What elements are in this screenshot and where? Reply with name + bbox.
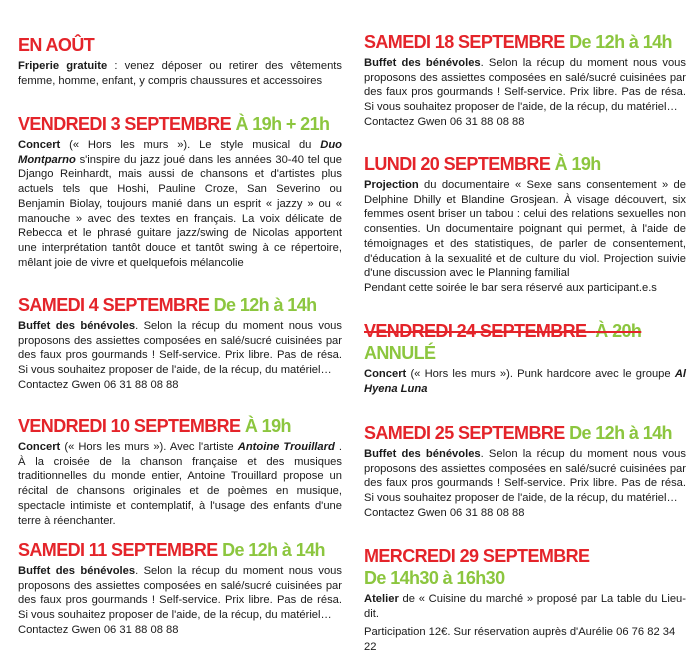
event-contact: Contactez Gwen 06 31 88 08 88 [18, 623, 179, 636]
event-en-aout [18, 34, 342, 88]
event-heading [364, 422, 686, 444]
event-type: Projection [364, 179, 419, 191]
event-type: Concert [18, 441, 61, 453]
event-artist: Al Hyena Luna [364, 368, 686, 395]
event-text: (« Hors les murs »). Le style musical du [60, 139, 321, 151]
event-type: Friperie gratuite [18, 60, 108, 72]
event-text: de « Cuisine du marché » proposé par La table du Lieu-dit. [364, 593, 686, 620]
event-description [364, 592, 686, 655]
event-time: À 19h + 21h [235, 114, 330, 134]
event-description [18, 59, 342, 88]
event-status-cancelled: ANNULÉ [364, 343, 436, 363]
event-time: De 14h30 à 16h30 [364, 568, 505, 588]
event-time: À 19h [554, 154, 601, 174]
event-heading [364, 545, 686, 589]
event-lundi-20-septembre [364, 153, 686, 296]
event-vendredi-10-septembre [18, 415, 342, 528]
event-description [18, 138, 342, 270]
event-date: MERCREDI 29 SEPTEMBRE [364, 546, 590, 566]
event-time: De 12h à 14h [213, 295, 317, 315]
event-date: SAMEDI 18 SEPTEMBRE [364, 32, 565, 52]
event-note: Pendant cette soirée le bar sera réservé aux participant.e.s [364, 281, 657, 294]
event-date: VENDREDI 24 SEPTEMBRE [364, 321, 587, 341]
cancelled-heading [364, 321, 641, 341]
event-type: Buffet des bénévoles [364, 57, 481, 69]
event-text: . Selon la récup du moment nous vous proposons des assiettes composées en salé/sucré cuisinées par des faux pros gourmands ! Self-service. Prix libre. Pas de résa. Si vous souhaitez proposer de l'aide, de la récup, du matériel… [364, 57, 687, 114]
event-contact: Contactez Gwen 06 31 88 08 88 [364, 506, 525, 519]
event-type: Buffet des bénévoles [18, 320, 136, 332]
event-date: VENDREDI 10 SEPTEMBRE [18, 416, 241, 436]
event-text: . Selon la récup du moment nous vous proposons des assiettes composées en salé/sucré cuisinées par des faux pros gourmands ! Self-service. Prix libre. Pas de résa. Si vous souhaitez proposer de l'aide, de la récup, du matériel… [18, 565, 342, 622]
event-description [364, 367, 686, 396]
event-text: . Selon la récup du moment nous vous proposons des assiettes composées en salé/sucré cuisinées par des faux pros gourmands ! Self-service. Prix libre. Pas de résa. Si vous souhaitez proposer de l'aide, de la récup, du matériel… [364, 448, 687, 505]
event-date: EN AOÛT [18, 35, 95, 55]
event-samedi-4-septembre [18, 294, 342, 393]
event-heading [364, 31, 686, 53]
event-date: SAMEDI 25 SEPTEMBRE [364, 423, 565, 443]
event-time: De 12h à 14h [222, 540, 325, 560]
event-description [364, 56, 686, 130]
event-text: (« Hors les murs »). Avec l'artiste [60, 441, 238, 453]
event-note: Participation 12€. Sur réservation auprès d'Aurélie 06 76 82 34 22 [364, 626, 676, 654]
event-vendredi-3-septembre [18, 113, 342, 270]
event-type: Atelier [364, 593, 399, 605]
event-time: À 19h [244, 416, 291, 436]
event-heading [18, 415, 342, 437]
event-heading [364, 320, 686, 364]
event-mercredi-29-septembre [364, 545, 686, 655]
event-description [18, 319, 342, 393]
event-samedi-18-septembre [364, 31, 686, 130]
event-type: Concert [364, 368, 407, 380]
event-time: De 12h à 14h [569, 423, 672, 443]
event-type: Buffet des bénévoles [364, 448, 481, 460]
event-heading [18, 34, 342, 56]
event-heading [18, 294, 342, 316]
event-description [18, 440, 342, 528]
event-text: s'inspire du jazz joué dans les années 30-40 tel que Django Reinhardt, mais aussi de chansons et d'artistes plus actuels tels que Hoshi, Pauline Croze, San Severino ou Benjamin Biolay, toujours manié dans un esprit « jazzy » ou « manouche » avec des textes en français. La voix délicate de Rebecca et le phrasé guitare jazz/swing de Nicolas apportent une interprétation tantôt douce et tantôt swing à ce répertoire, mêlant joie de vivre et quelquefois mélancolie [18, 153, 342, 269]
event-contact: Contactez Gwen 06 31 88 08 88 [364, 115, 525, 128]
event-artist: Antoine Trouillard [237, 441, 335, 453]
event-text: (« Hors les murs »). Punk hardcore avec le groupe [406, 368, 675, 380]
event-date: LUNDI 20 SEPTEMBRE [364, 154, 551, 174]
event-date: SAMEDI 11 SEPTEMBRE [18, 540, 218, 560]
event-samedi-11-septembre [18, 539, 342, 638]
event-text: : venez déposer ou retirer des vêtements femme, homme, enfant, y compris chaussures et accessoires [18, 60, 342, 87]
event-heading [18, 113, 342, 135]
event-text: . Selon la récup du moment nous vous proposons des assiettes composées en salé/sucré cuisinées par des faux pros gourmands ! Self-service. Prix libre. Pas de résa. Si vous souhaitez proposer de l'aide, de la récup, du matériel… [18, 320, 342, 377]
event-time: À 20h [595, 321, 642, 341]
event-contact: Contactez Gwen 06 31 88 08 88 [18, 378, 179, 391]
event-description [364, 178, 686, 296]
event-artist: Duo Montparno [18, 139, 342, 166]
event-type: Buffet des bénévoles [18, 565, 136, 577]
event-type: Concert [18, 139, 61, 151]
event-heading [364, 153, 686, 175]
event-description [364, 447, 686, 521]
event-vendredi-24-septembre [364, 320, 686, 396]
event-text: . À la croisée de la chanson française et des musiques traditionnelles du monde entier, Antoine Trouillard propose un récital de chansons originales et de poèmes en musique, spectacle intimiste et contemplatif, à l'usage des enfants d'une terre à réenchanter. [18, 441, 343, 527]
event-date: VENDREDI 3 SEPTEMBRE [18, 114, 232, 134]
event-heading [18, 539, 342, 561]
event-description [18, 564, 342, 638]
event-time: De 12h à 14h [569, 32, 672, 52]
event-samedi-25-septembre [364, 422, 686, 521]
event-text: du documentaire « Sexe sans consentement » de Delphine Dhilly et Blandine Grosjean. À visage découvert, six femmes osent briser un tabou : celui des relations sexuelles non consenties. Un documentaire poignant qui permet, à l'aide de témoignages et des statistiques, de parler de consentement, d'éducation à la sexualité et de culture du viol. Projection suivie d'une discussion avec le Planning familial [364, 179, 686, 280]
event-date: SAMEDI 4 SEPTEMBRE [18, 295, 210, 315]
